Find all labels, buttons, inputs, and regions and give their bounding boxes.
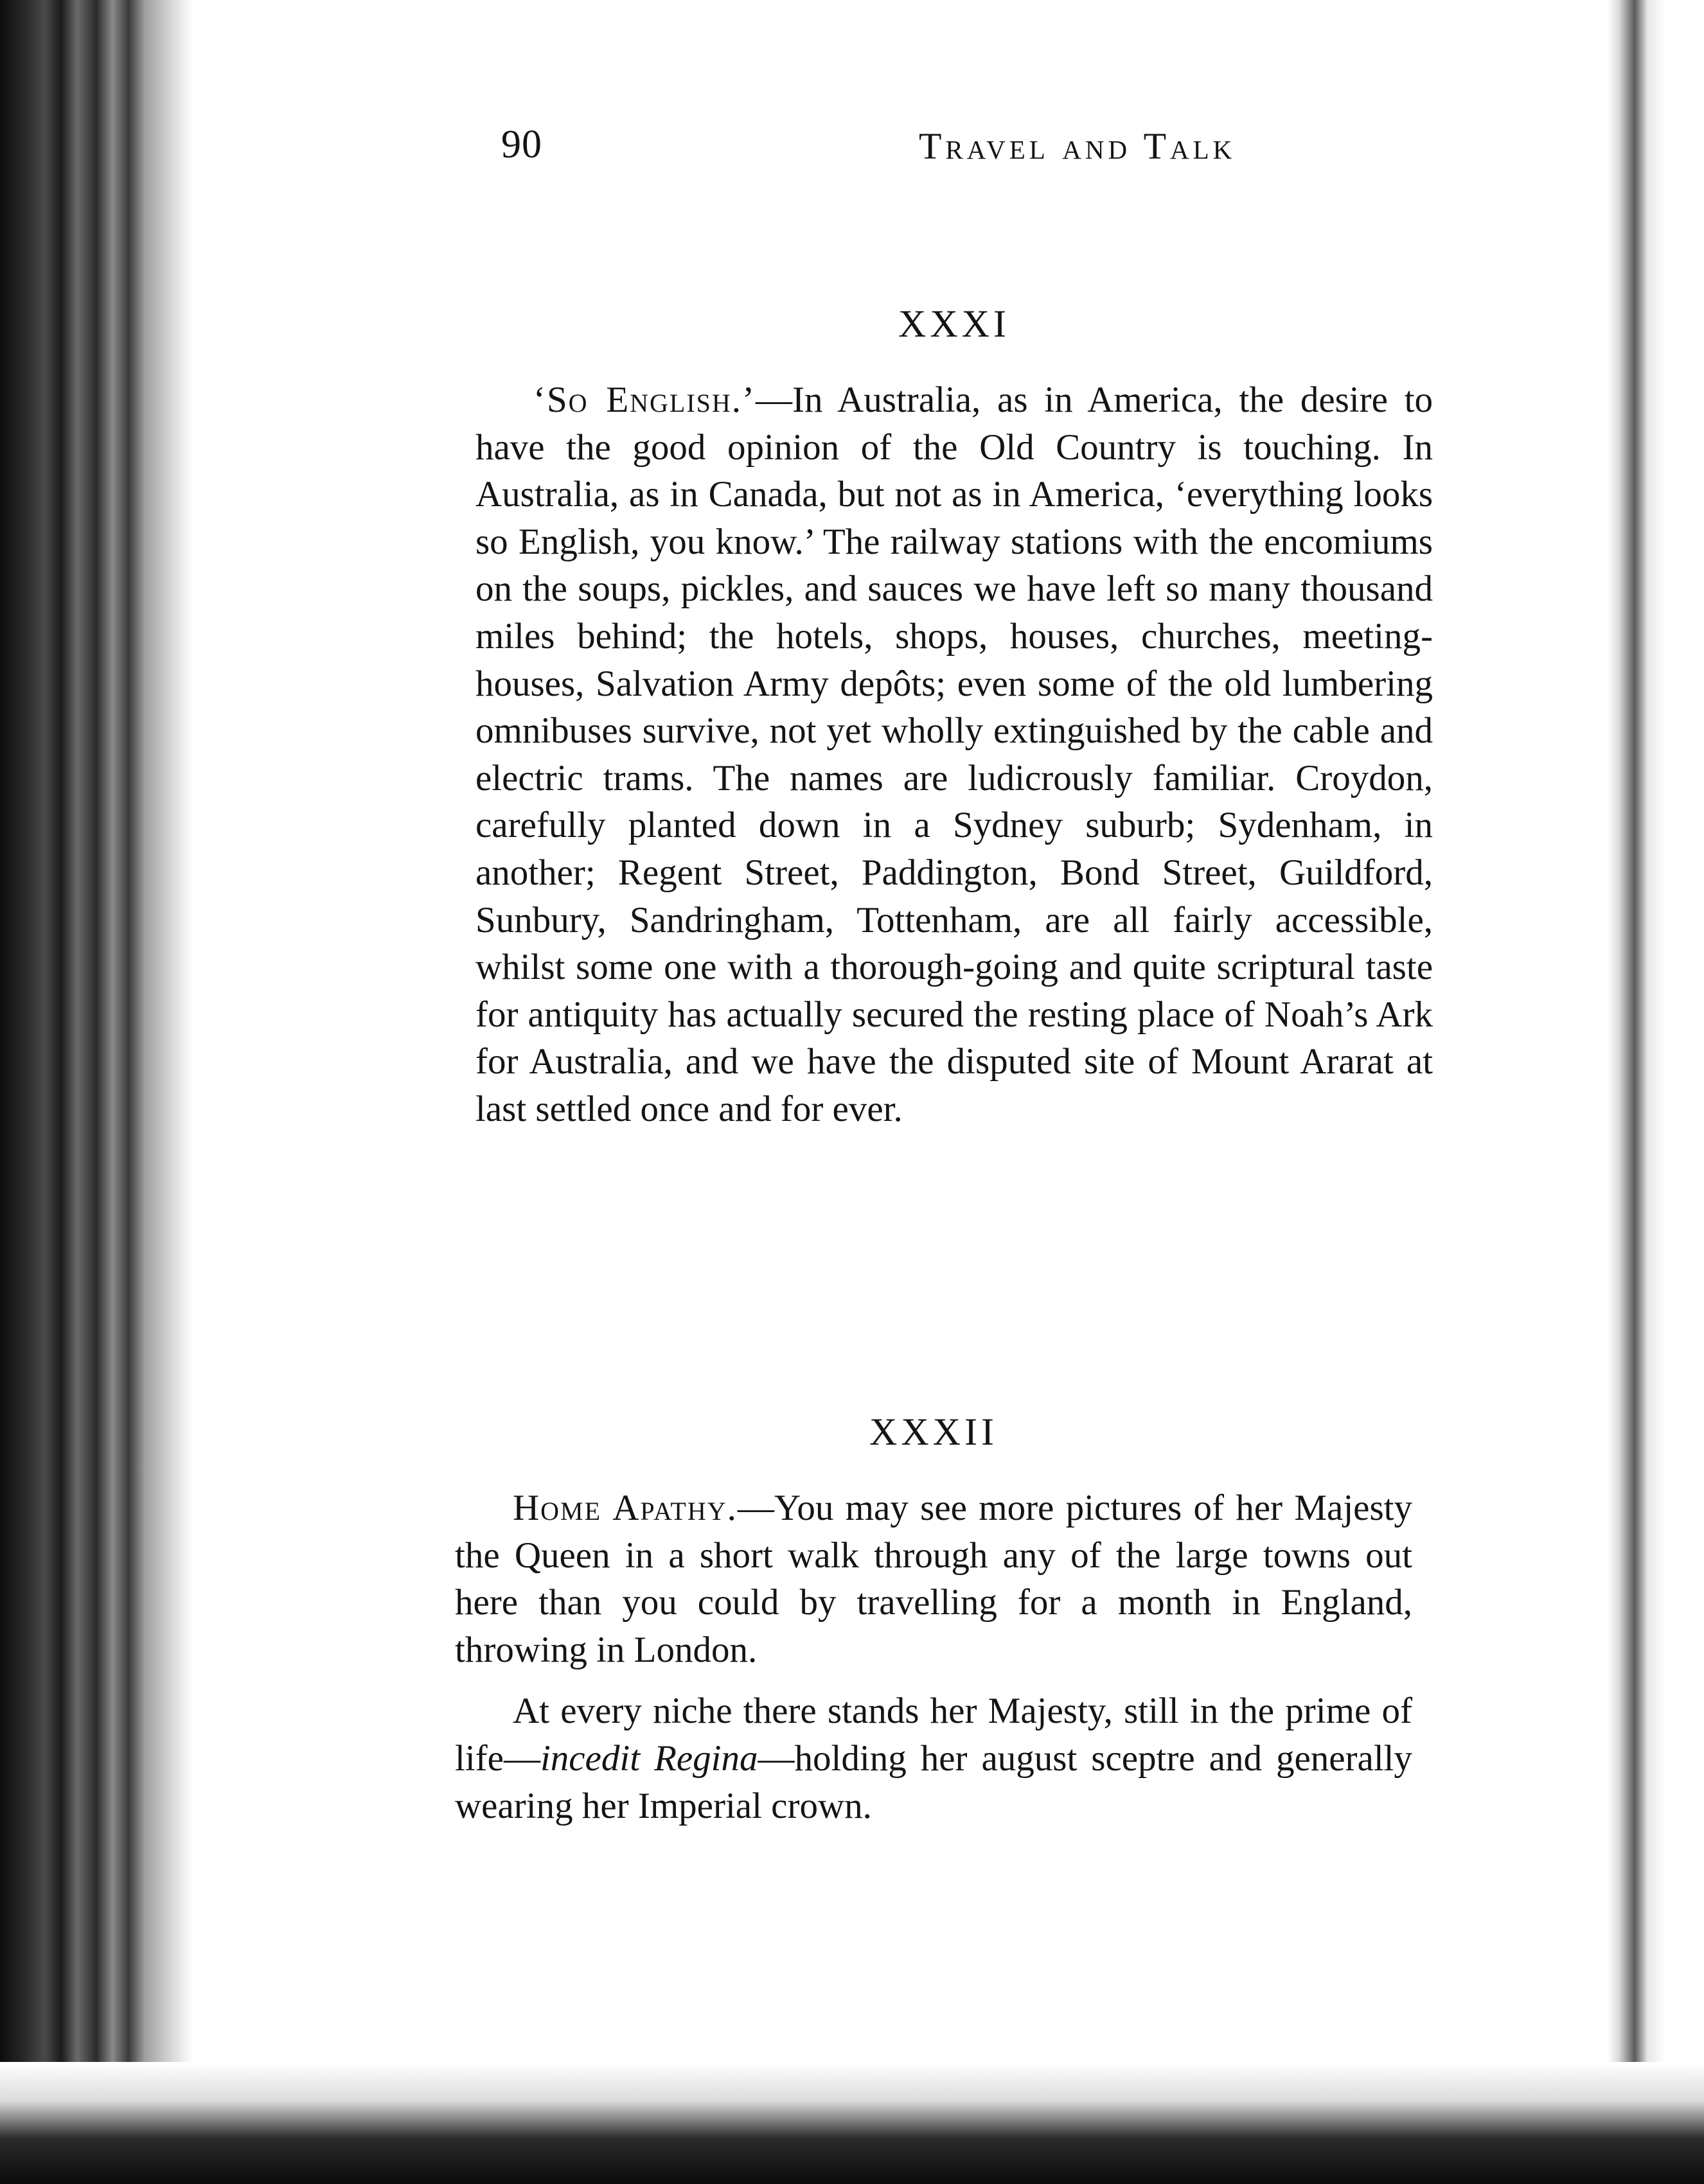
- book-binding-edge: [0, 0, 193, 2184]
- section-xxxii: [455, 1410, 1412, 1829]
- paragraph-text: —holding her august sceptre and generally wearing her Imperial crown.: [455, 1738, 1413, 1826]
- paragraph: [455, 1687, 1412, 1829]
- running-title: Travel and Talk: [919, 125, 1236, 167]
- section-numeral: XXXII: [869, 1411, 998, 1453]
- section-numeral: XXXI: [898, 303, 1010, 345]
- paragraph: [475, 376, 1433, 1133]
- latin-phrase: incedit Regina: [540, 1738, 758, 1779]
- paragraph-text: —In Australia, as in America, the desire to have the good opinion of the Old Country is touching. In Australia, as in Canada, but not as in America, ‘everything looks so English, you know.’ The railway stations with the encomiums on the soups, pickles, and sauces we have left so many thousand miles behind; the hotels, shops, houses, churches, meeting-houses, Salvation Army depôts; even some of the old lumbering omnibuses survive, not yet wholly extinguished by the cable and electric trams. The names are ludicrously familiar. Croydon, carefully planted down in a Sydney suburb; Sydenham, in another; Regent Street, Paddington, Bond Street, Guildford, Sunbury, Sandringham, Tottenham, are all fairly accessible, whilst some one with a thorough-going and quite scriptural taste for antiquity has actually secured the resting place of Noah’s Ark for Australia, and we have the disputed site of Mount Ararat at last settled once and for ever.: [475, 380, 1433, 1129]
- page-number: 90: [501, 123, 542, 166]
- book-right-edge: [1608, 0, 1704, 2184]
- paragraph: [455, 1484, 1412, 1673]
- paragraph-lead: ‘So English.’: [533, 380, 756, 420]
- running-head: [315, 122, 1266, 180]
- paragraph-lead: Home Apathy.: [513, 1488, 738, 1528]
- section-xxxi: [475, 302, 1433, 1133]
- paragraph-text: —You may see more pictures of her Majesty the Queen in a short walk through any of the large towns out here than you could by travelling for a month in England, throwing in London.: [455, 1488, 1412, 1670]
- paragraph-text: At every niche there stands her Majesty, still in the prime of life—: [455, 1691, 1412, 1779]
- book-bottom-edge: [0, 2062, 1704, 2184]
